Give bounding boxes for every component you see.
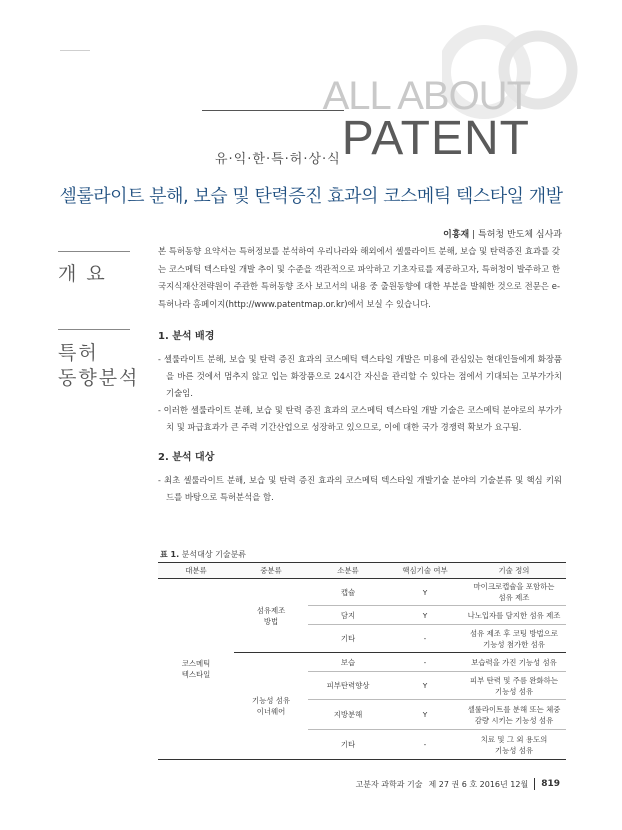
cell-core: Y (388, 579, 462, 606)
table-caption (160, 549, 246, 560)
cell-definition: 피부 탄력 및 주름 완화하는 기능성 섬유 (462, 672, 566, 700)
table-header-cell: 핵심기술 여부 (388, 563, 462, 579)
column-label-patent: PATENT (341, 112, 530, 165)
trend-heading-line-2: 동향분석 (58, 366, 140, 389)
cell-minor: 피부탄력향상 (308, 672, 388, 700)
column-subtitle: 유·익·한·특·허·상·식 (215, 152, 341, 167)
cell-minor: 기타 (308, 625, 388, 653)
cell-core: Y (388, 672, 462, 700)
cell-minor: 보습 (308, 653, 388, 672)
cell-definition: 섬유 제조 후 코팅 방법으로 기능성 첨가한 섬유 (462, 625, 566, 653)
trend-heading (58, 341, 139, 390)
cell-definition: 보습력을 가진 기능성 섬유 (462, 653, 566, 672)
table-caption-label: 표 1. (160, 550, 180, 559)
cell-definition: 셀룰라이트를 분해 또는 체중 감량 시키는 기능성 섬유 (462, 700, 566, 730)
author-name: 이흥재 (443, 230, 470, 240)
table-header-cell: 기술 정의 (462, 563, 566, 579)
cell-definition: 나노입자를 담지한 섬유 제조 (462, 606, 566, 625)
cell-core: - (388, 730, 462, 760)
overview-text: 본 특허동향 요약서는 특허정보를 분석하여 우리나라와 해외에서 셀룰라이트 분해, 보습 및 탄력증진 효과를 갖는 코스메틱 텍스타일 개발 추이 및 수준을 객관적으로 파악하고 기초자료를 제공하고자, 특허청이 발주하고 한국지식재산전략원이 주관한 특허동향 조사 보고서의 내용 중 출원동향에 대한 부분을 발췌한 것으로 전문은 e-특허나라 홈페이지(http://www.patentmap.or.kr)에서 보실 수 있습니다. (158, 246, 560, 309)
footer-journal: 고분자 과학과 기술 (355, 779, 423, 789)
cell-minor: 담지 (308, 606, 388, 625)
cell-mid-category: 섬유제조 방법 (234, 579, 308, 653)
column-label-all-about: ALL ABOUT (322, 74, 530, 118)
overview-heading: 개 요 (58, 263, 107, 285)
table-header-cell: 소분류 (308, 563, 388, 579)
trend-heading-line-1: 특허 (58, 342, 99, 364)
cell-core: - (388, 653, 462, 672)
classification-table (158, 562, 566, 760)
table-header-cell: 대분류 (158, 563, 234, 579)
table-row (158, 579, 566, 606)
corner-mark (60, 50, 90, 51)
subsection-heading-background: 1. 분석 배경 (158, 331, 215, 342)
cell-core: Y (388, 700, 462, 730)
cell-minor: 캡슐 (308, 579, 388, 606)
subsection-heading-target: 2. 분석 대상 (158, 452, 215, 463)
table-caption-text: 분석대상 기술분류 (181, 550, 247, 559)
cell-major-category: 코스메틱 텍스타일 (158, 579, 234, 760)
cell-definition: 치료 및 그 외 용도의 기능성 섬유 (462, 730, 566, 760)
bullet-background-1: - 셀룰라이트 분해, 보습 및 탄력 증진 효과의 코스메틱 텍스타일 개발은 미용에 관심있는 현대인들에게 화장품을 바른 것에서 멈추지 않고 입는 화장품으로 24시간 자신을 관리할 수 있다는 점에서 기대되는 고부가가치 기술임. (158, 354, 562, 398)
overview-rule (58, 251, 130, 252)
author-line (443, 227, 562, 240)
cell-mid-category: 기능성 섬유 이너웨어 (234, 653, 308, 760)
bullet-background-2: - 이러한 셀룰라이트 분해, 보습 및 탄력 증진 효과의 코스메틱 텍스타일 개발 기술은 코스메틱 분야로의 부가가치 및 파급효과가 큰 주력 기간산업으로 성장하고 있으므로, 이에 대한 국가 경쟁력 확보가 요구됨. (158, 405, 562, 432)
footer-issue: 제 27 권 6 호 2016년 12월 (428, 779, 529, 789)
cell-core: - (388, 625, 462, 653)
table-header-row (158, 563, 566, 579)
trend-rule (58, 329, 130, 330)
footer-divider (534, 778, 535, 790)
page-number: 819 (541, 779, 560, 789)
cell-definition: 마이크로캡슐을 포함하는 섬유 제조 (462, 579, 566, 606)
article-title: 셀룰라이트 분해, 보습 및 탄력증진 효과의 코스메틱 텍스타일 개발 (59, 186, 563, 207)
cell-minor: 지방분해 (308, 700, 388, 730)
bullet-target-1: - 최초 셀룰라이트 분해, 보습 및 탄력 증진 효과의 코스메틱 텍스타일 개발기술 분야의 기술분류 및 핵심 키워드를 바탕으로 특허분석을 함. (158, 475, 562, 502)
author-separator: | (472, 230, 479, 240)
author-affiliation: 특허청 반도체 심사과 (478, 230, 562, 240)
page-footer (356, 778, 560, 790)
cell-minor: 기타 (308, 730, 388, 760)
cell-core: Y (388, 606, 462, 625)
table-header-cell: 중분류 (234, 563, 308, 579)
